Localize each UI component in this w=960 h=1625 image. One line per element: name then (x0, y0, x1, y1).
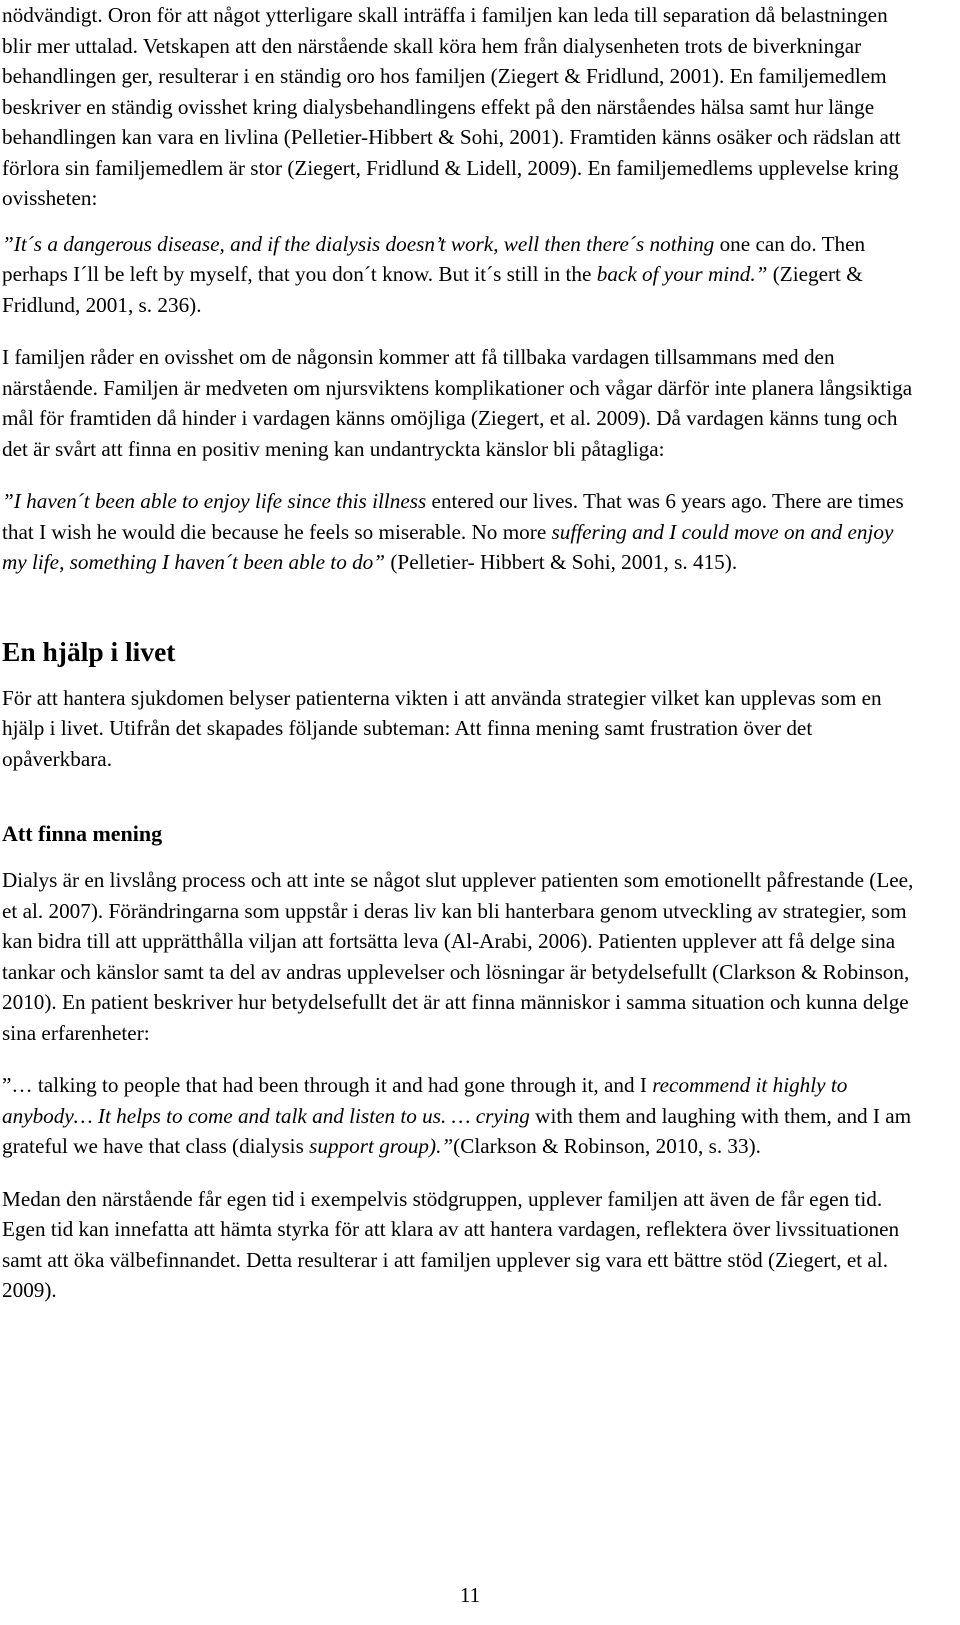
quote-text: with them and laughing with them, and I am grateful we have that class (dialysis (2, 1103, 912, 1158)
document-page (2, 0, 922, 1306)
quote-support-group (2, 1070, 922, 1162)
quote-citation: (Clarkson & Robinson, 2010, s. 33). (453, 1134, 761, 1158)
quote-italic-text: ”I haven´t been able to enjoy life since this illness (2, 489, 427, 513)
paragraph-uncertainty: I familjen råder en ovisshet om de någonsin kommer att få tillbaka vardagen tillsammans med den närstående. Familjen är medveten om njursviktens komplikationer och vågar därför inte planera långsiktiga mål för framtiden då hinder i vardagen känns omöjliga (Ziegert, et al. 2009). Då vardagen känns tung och det är svårt att finna en positiv mening kan undantryckta känslor bli påtagliga: (2, 345, 913, 461)
quote-citation: (Ziegert & Fridlund, 2001, s. 236). (2, 262, 863, 317)
paragraph-own-time: Medan den närstående får egen tid i exempelvis stödgruppen, upplever familjen att även de får egen tid. Egen tid kan innefatta att hämta styrka för att klara av att hantera vardagen, reflektera över livssituationen samt att öka välbefinnandet. Detta resulterar i att familjen upplever sig vara ett bättre stöd (Ziegert, et al. 2009). (2, 1186, 900, 1302)
quote-citation: (Pelletier- Hibbert & Sohi, 2001, s. 415). (385, 550, 738, 574)
page-number: 11 (459, 1583, 481, 1607)
quote-enjoy-life (2, 486, 922, 578)
quote-text: ”… talking to people that had been through it and had gone through it, and I (2, 1073, 653, 1097)
section-heading: En hjälp i livet (2, 635, 176, 667)
paragraph-strategies: För att hantera sjukdomen belyser patienterna vikten i att använda strategier vilket kan upplevas som en hjälp i livet. Utifrån det skapades följande subteman: Att finna mening samt frustration över det opåverkbara. (2, 685, 882, 771)
quote-italic-text: support group).” (309, 1134, 454, 1158)
quote-italic-text: suffering and I could move on and enjoy my life, something I haven´t been able to do” (2, 519, 894, 574)
quote-text: one can do. Then perhaps I´ll be left by myself, that you don´t know. But it´s still in the (2, 231, 866, 286)
subsection-heading: Att finna mening (2, 821, 163, 846)
quote-italic-text: recommend it highly to anybody… It helps to come and talk and listen to us. … crying (2, 1073, 848, 1128)
paragraph-family-worry: nödvändigt. Oron för att något ytterligare skall inträffa i familjen kan leda till separation då belastningen blir mer uttalad. Vetskapen att den närstående skall köra hem från dialysenheten trots de biverkningar behandlingen ger, resulterar i en ständig oro hos familjen (Ziegert & Fridlund, 2001). En familjemedlem beskriver en ständig ovisshet kring dialysbehandlingens effekt på den närståendes hälsa samt hur länge behandlingen kan vara en livlina (Pelletier-Hibbert & Sohi, 2001). Framtiden känns osäker och rädslan att förlora sin familjemedlem är stor (Ziegert, Fridlund & Lidell, 2009). En familjemedlems upplevelse kring ovissheten: (2, 3, 901, 210)
quote-italic-text: back of your mind.” (596, 262, 768, 286)
paragraph-finding-meaning: Dialys är en livslång process och att inte se något slut upplever patienten som emotionellt påfrestande (Lee, et al. 2007). Förändringarna som uppstår i deras liv kan bli hanterbara genom utveckling av strategier, som kan bidra till att upprätthålla viljan att fortsätta leva (Al-Arabi, 2006). Patienten upplever att få delge sina tankar och känslor samt ta del av andras upplevelser och lösningar är betydelsefullt (Clarkson & Robinson, 2010). En patient beskriver hur betydelsefullt det är att finna människor i samma situation och kunna delge sina erfarenheter: (2, 868, 914, 1045)
quote-text: entered our lives. That was 6 years ago. There are times that I wish he would die because he feels so miserable. No more (2, 489, 904, 544)
quote-dangerous-disease (2, 229, 922, 321)
quote-italic-text: ”It´s a dangerous disease, and if the dialysis doesn’t work, well then there´s nothing (2, 231, 715, 256)
